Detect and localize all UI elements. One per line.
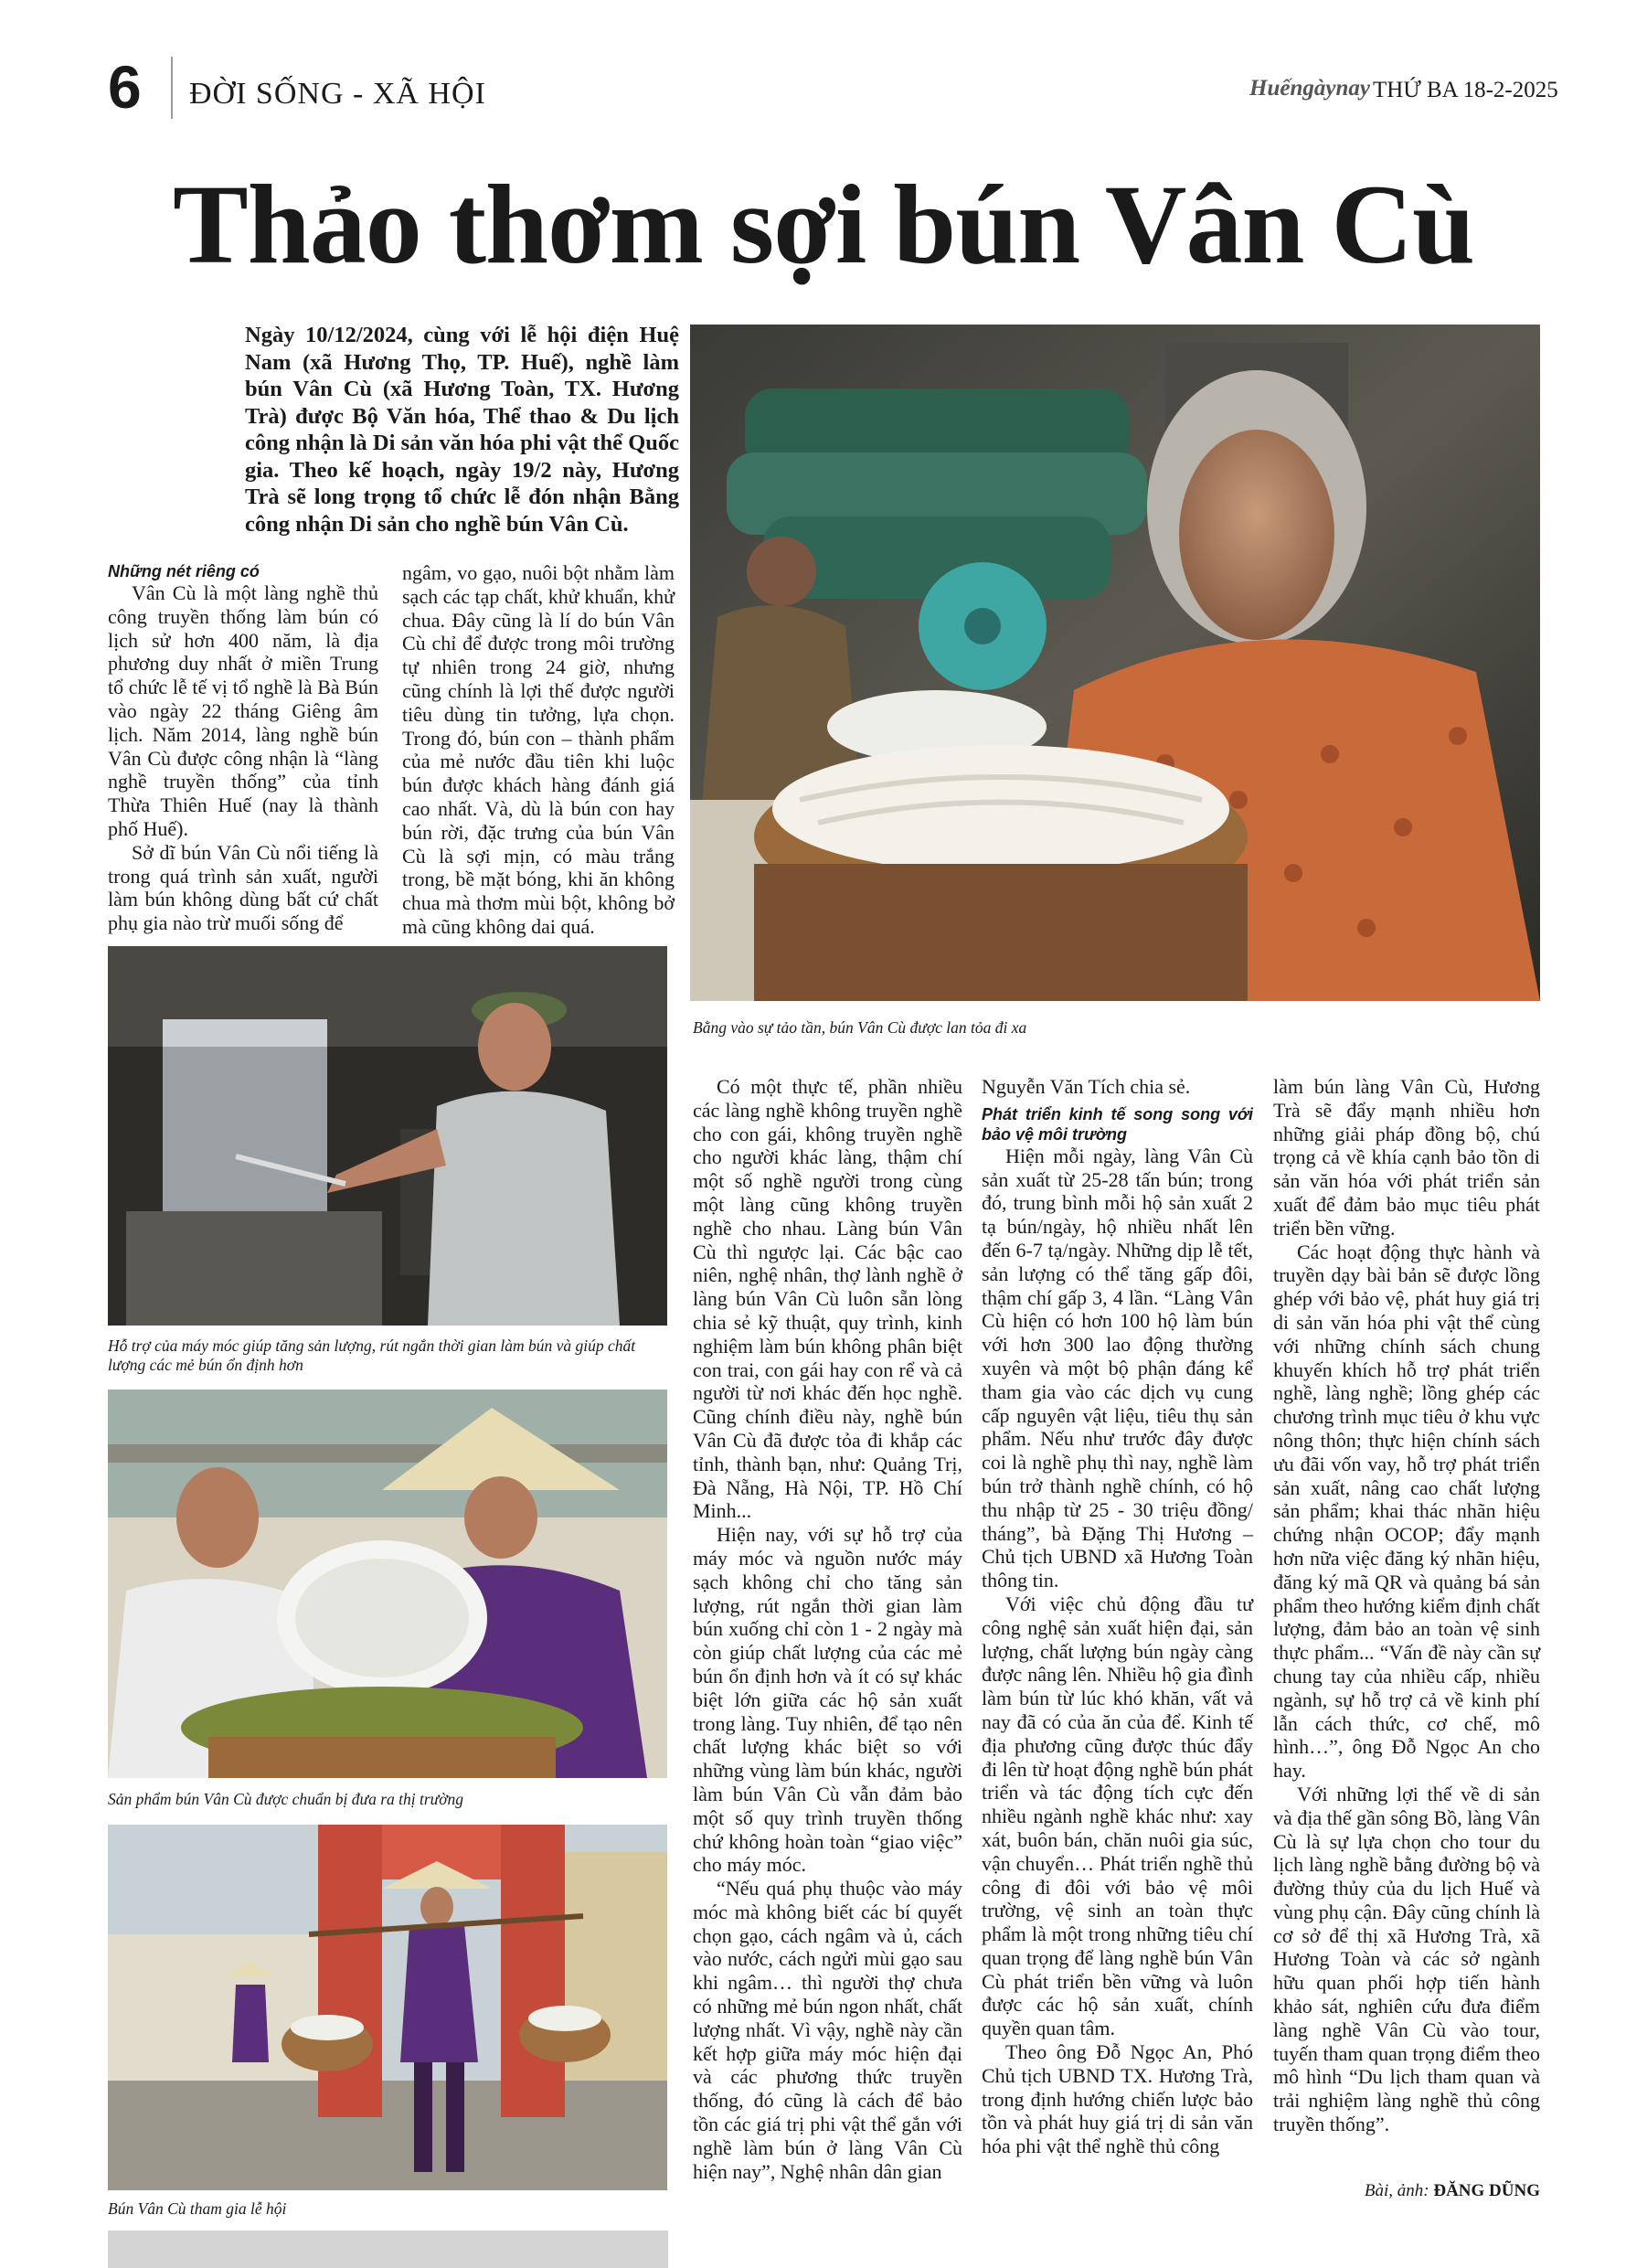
paragraph: Hiện nay, với sự hỗ trợ của máy móc và nguồn nước máy sạch không chỉ cho tăng sản lượng, rút ngắn thời gian làm bún xuống chỉ còn 1 - 2 ngày mà còn giúp chất lượng của các mẻ bún ổn định hơn và ít có sự khác biệt lớn giữa các hộ sản xuất trong làng. Tuy nhiên, để tạo nên chất lượng khác biệt so với những vùng làm bún khác, người làm bún Vân Cù vẫn đảm bảo một số quy trình truyền thống chứ không hoàn toàn “giao việc” cho máy móc.: [693, 1523, 962, 1877]
header-divider: [171, 57, 173, 119]
paragraph: Với việc chủ động đầu tư công nghệ sản xuất hiện đại, sản lượng, chất lượng bún ngày càng được nâng lên. Nhiều hộ gia đình làm bún từ lúc khó khăn, vất vả nay đã có của ăn của để. Kinh tế địa phương cũng được thúc đẩy đi lên từ hoạt động nghề bún phát triển và tác động tích cực đến nhiều ngành nghề khác như: xay xát, buôn bán, chăn nuôi gia súc, vận chuyển… Phát triển nghề thủ công đi đôi với bảo vệ môi trường, vệ sinh an toàn thực phẩm là một trong những tiêu chí quan trọng để làng nghề bún Vân Cù phát triển bền vững và luôn được các hộ sản xuất, chính quyền quan tâm.: [982, 1592, 1253, 2040]
byline-label: Bài, ảnh:: [1364, 2181, 1429, 2200]
photo-caption: Hỗ trợ của máy móc giúp tăng sản lượng, rút ngắn thời gian làm bún và giúp chất lượng các mẻ bún ổn định hơn: [108, 1336, 636, 1374]
paragraph: Theo ông Đỗ Ngọc An, Phó Chủ tịch UBND TX. Hương Trà, trong định hướng chiến lược bảo tồn và phát huy giá trị di sản văn hóa phi vật thể nghề thủ công: [982, 2040, 1253, 2158]
subheading: Những nét riêng có: [108, 562, 260, 580]
issue-date: THỨ BA 18-2-2025: [1373, 78, 1558, 102]
byline-author: ĐĂNG DŨNG: [1433, 2181, 1540, 2200]
section-title: ĐỜI SỐNG - XÃ HỘI: [189, 77, 486, 111]
footer-bar: [108, 2231, 668, 2268]
machine-photo: [108, 946, 667, 1326]
photo-caption: Sản phẩm bún Vân Cù được chuẩn bị đưa ra thị trường: [108, 1790, 464, 1808]
paragraph: Hiện mỗi ngày, làng Vân Cù sản xuất từ 25-28 tấn bún; trong đó, trung bình mỗi hộ sản xuất 2 tạ bún/ngày, hộ nhiều nhất lên đến 6-7 tạ/ngày. Những dịp lễ tết, sản lượng có thể tăng gấp đôi, thậm chí gấp 3, 4 lần. “Làng Vân Cù hiện có hơn 100 hộ làm bún với hơn 300 lao động thường xuyên và một bộ phận đáng kể tham gia vào các dịch vụ cung cấp nguyên vật liệu, tiêu thụ sản phẩm. Nếu như trước đây được coi là nghề phụ thì nay, nghề làm bún trở thành nghề chính, có hộ thu nhập từ 25 - 30 triệu đồng/ tháng”, bà Đặng Thị Hương – Chủ tịch UBND xã Hương Toàn thông tin.: [982, 1144, 1253, 1592]
page-number: 6: [108, 53, 142, 121]
byline: [1316, 2181, 1540, 2201]
handover-photo: [108, 1390, 667, 1778]
paragraph: “Nếu quá phụ thuộc vào máy móc mà không biết các bí quyết chọn gạo, cách ngâm và ủ, cách vào nước, cách ngửi mùi gạo sau khi ngâm… thì người thợ chưa có những mẻ bún ngon nhất, chất lượng nhất. Vì vậy, nghề này cần kết hợp giữa máy móc hiện đại và các phương thức truyền thống, đó cũng là cách để bảo tồn các giá trị phi vật thể gắn với nghề làm bún ở làng Vân Cù hiện nay”, Nghệ nhân dân gian: [693, 1877, 962, 2183]
paragraph: làm bún làng Vân Cù, Hương Trà sẽ đẩy mạnh nhiều hơn những giải pháp đồng bộ, chú trọng cả về khía cạnh bảo tồn di sản văn hóa với phát triển sản xuất để đảm bảo mục tiêu phát triển bền vững.: [1273, 1075, 1540, 1240]
article-column-4: [982, 1075, 1253, 2158]
masthead-logo: Huếngàynay: [1249, 76, 1370, 101]
paragraph: Với những lợi thế về di sản và địa thế gần sông Bồ, làng Vân Cù là sự lựa chọn cho tour du lịch làng nghề bằng đường bộ và đường thủy của du lịch Huế và vùng phụ cận. Đây cũng chính là cơ sở để thị xã Hương Trà, xã Hương Toàn và các sở ngành hữu quan phối hợp tiến hành khảo sát, nghiên cứu đưa điểm làng nghề Vân Cù vào tour, tuyến tham quan trọng điểm theo mô hình “Du lịch tham quan và trải nghiệm làng nghề thủ công truyền thống”.: [1273, 1782, 1540, 2136]
article-column-5: [1273, 1075, 1540, 2136]
paragraph: Các hoạt động thực hành và truyền dạy bài bản sẽ được lồng ghép với bảo vệ, phát huy giá trị di sản văn hóa phi vật thể cùng với những chính sách chung khuyến khích hỗ trợ phát triển nghề, làng nghề; lồng ghép các chương trình mục tiêu ở khu vực nông thôn; thực hiện chính sách ưu đãi vốn vay, hỗ trợ phát triển sản xuất, nâng cao chất lượng sản phẩm; khai thác nhãn hiệu chứng nhận OCOP; đẩy mạnh hơn nữa việc đăng ký nhãn hiệu, đăng ký mã QR và quảng bá sản phẩm theo hướng kiểm định chất lượng, đảm bảo an toàn vệ sinh thực phẩm... “Vấn đề này cần sự chung tay của nhiều cấp, nhiều ngành, sự hỗ trợ cả về kinh phí lẫn cách thức, cơ chế, mô hình…”, ông Đỗ Ngọc An cho hay.: [1273, 1240, 1540, 1783]
festival-photo: [108, 1825, 667, 2190]
photo-caption: Bằng vào sự tảo tần, bún Vân Cù được lan tỏa đi xa: [693, 1018, 1027, 1037]
paragraph: Sở dĩ bún Vân Cù nổi tiếng là trong quá trình sản xuất, người làm bún không dùng bất cứ chất phụ gia nào trừ muối sống để: [108, 840, 378, 935]
article-column-2: [402, 561, 675, 939]
paragraph: Nguyễn Văn Tích chia sẻ.: [982, 1075, 1191, 1098]
paragraph: ngâm, vo gạo, nuôi bột nhằm làm sạch các tạp chất, khử khuẩn, khử chua. Đây cũng là lí do bún Vân Cù chỉ để được trong môi trường tự nhiên trong 24 giờ, nhưng cũng chính là lợi thế được người tiêu dùng tin tưởng, lựa chọn. Trong đó, bún con – thành phẩm của mẻ nước đầu tiên khi luộc bún được khách hàng đánh giá cao nhất. Và, dù là bún con hay bún rời, đặc trưng của bún Vân Cù là sợi mịn, có màu trắng trong, bề mặt bóng, khi ăn không chua mà thơm mùi bột, không bở mà cũng không dai quá.: [402, 561, 675, 938]
article-lead: Ngày 10/12/2024, cùng với lễ hội điện Huệ Nam (xã Hương Thọ, TP. Huế), nghề làm bún Vân Cù (xã Hương Toàn, TX. Hương Trà) được Bộ Văn hóa, Thể thao & Du lịch công nhận là Di sản văn hóa phi vật thể Quốc gia. Theo kế hoạch, ngày 19/2 này, Hương Trà sẽ long trọng tổ chức lễ đón nhận Bằng công nhận Di sản cho nghề bún Vân Cù.: [245, 323, 679, 537]
photo-caption: Bún Vân Cù tham gia lễ hội: [108, 2199, 287, 2218]
article-column-3: [693, 1075, 962, 2183]
hero-photo: [690, 325, 1540, 1001]
paragraph: Vân Cù là một làng nghề thủ công truyền thống làm bún có lịch sử hơn 400 năm, là địa phương duy nhất ở miền Trung tổ chức lễ tế vị tổ nghề là Bà Bún vào ngày 22 tháng Giêng âm lịch. Năm 2014, làng nghề bún Vân Cù được công nhận là “làng nghề truyền thống” của tỉnh Thừa Thiên Huế (nay là thành phố Huế).: [108, 581, 378, 840]
article-column-1: [108, 561, 378, 935]
subheading: Phát triển kinh tế song song với bảo vệ môi trường: [982, 1104, 1253, 1144]
headline: Thảo thơm sợi bún Vân Cù: [173, 162, 1474, 287]
paragraph: Có một thực tế, phần nhiều các làng nghề không truyền nghề cho con gái, không truyền nghề cho người khác làng, thậm chí một số nghề người trong cùng một làng cũng không truyền nghề cho nhau. Làng bún Vân Cù thì ngược lại. Các bậc cao niên, nghệ nhân, thợ lành nghề ở làng bún Vân Cù luôn sẵn lòng chia sẻ kỹ thuật, quy trình, kinh nghiệm làm bún không phân biệt con trai, con gái hay con rể và cả người từ nơi khác đến học nghề. Cũng chính điều này, nghề bún Vân Cù đã được tỏa đi khắp các tỉnh, thành bạn, như: Quảng Trị, Đà Nẵng, Hà Nội, TP. Hồ Chí Minh...: [693, 1075, 962, 1523]
